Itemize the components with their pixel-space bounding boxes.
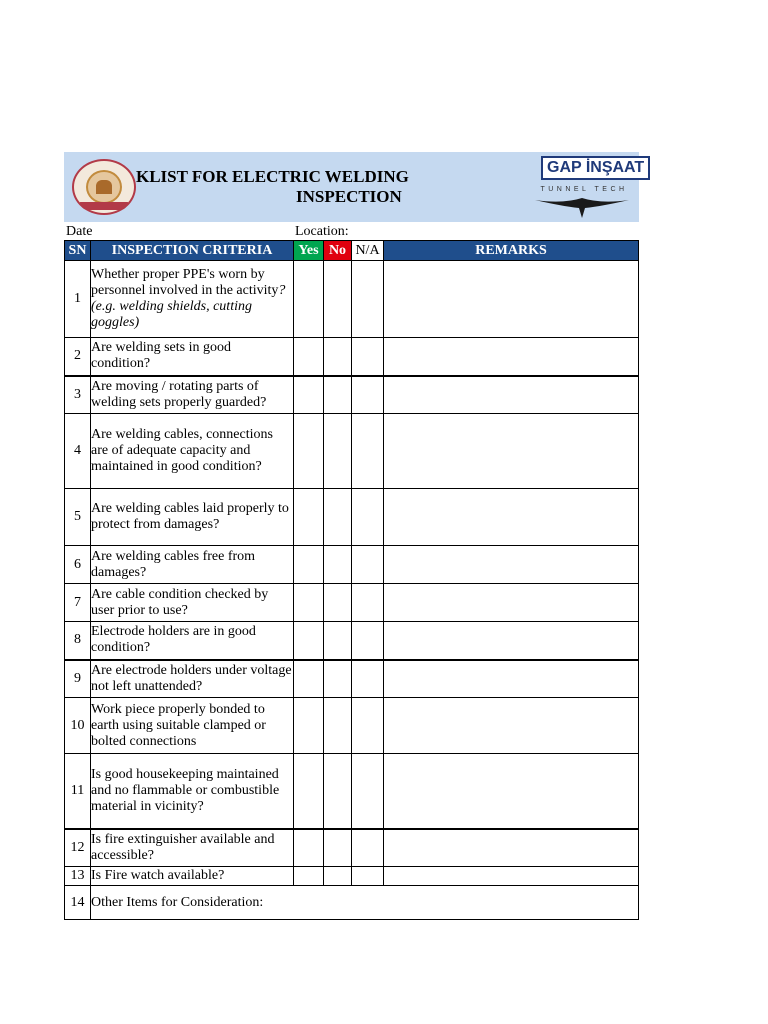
row-criteria: Are cable condition checked by user prior to use? bbox=[91, 584, 294, 622]
table-row bbox=[65, 754, 639, 829]
row-criteria: Work piece properly bonded to earth using suitable clamped or bolted connections bbox=[91, 698, 294, 754]
remarks-cell[interactable] bbox=[384, 584, 639, 622]
yes-cell[interactable] bbox=[294, 698, 324, 754]
table-row bbox=[65, 867, 639, 886]
na-cell[interactable] bbox=[352, 489, 384, 546]
yes-cell[interactable] bbox=[294, 660, 324, 698]
col-na: N/A bbox=[352, 241, 384, 261]
building-icon bbox=[96, 180, 112, 194]
row-sn: 12 bbox=[65, 829, 91, 867]
row-sn: 1 bbox=[65, 261, 91, 338]
location-label: Location: bbox=[295, 224, 349, 239]
col-no: No bbox=[324, 241, 352, 261]
no-cell[interactable] bbox=[324, 376, 352, 414]
col-yes: Yes bbox=[294, 241, 324, 261]
table-row bbox=[65, 489, 639, 546]
yes-cell[interactable] bbox=[294, 867, 324, 886]
no-cell[interactable] bbox=[324, 414, 352, 489]
na-cell[interactable] bbox=[352, 754, 384, 829]
remarks-cell[interactable] bbox=[384, 622, 639, 660]
no-cell[interactable] bbox=[324, 261, 352, 338]
row-sn: 4 bbox=[65, 414, 91, 489]
remarks-cell[interactable] bbox=[384, 867, 639, 886]
row-sn: 6 bbox=[65, 546, 91, 584]
row-criteria: Is good housekeeping maintained and no flammable or combustible material in vicinity? bbox=[91, 754, 294, 829]
row-criteria: Are welding cables free from damages? bbox=[91, 546, 294, 584]
table-row bbox=[65, 261, 639, 338]
yes-cell[interactable] bbox=[294, 376, 324, 414]
na-cell[interactable] bbox=[352, 414, 384, 489]
row-criteria: Is fire extinguisher available and accessible? bbox=[91, 829, 294, 867]
row-sn: 8 bbox=[65, 622, 91, 660]
no-cell[interactable] bbox=[324, 867, 352, 886]
checklist-title-line2: INSPECTION bbox=[296, 187, 402, 206]
table-row bbox=[65, 886, 639, 920]
remarks-cell[interactable] bbox=[384, 376, 639, 414]
row-sn: 11 bbox=[65, 754, 91, 829]
col-remarks: REMARKS bbox=[384, 241, 639, 261]
table-row bbox=[65, 414, 639, 489]
table-row bbox=[65, 698, 639, 754]
yes-cell[interactable] bbox=[294, 414, 324, 489]
no-cell[interactable] bbox=[324, 698, 352, 754]
date-label: Date bbox=[66, 224, 93, 239]
row-criteria: Are moving / rotating parts of welding sets properly guarded? bbox=[91, 376, 294, 414]
table-row bbox=[65, 622, 639, 660]
row-criteria: Are welding cables, connections are of adequate capacity and maintained in good condition? bbox=[91, 414, 294, 489]
row-sn: 14 bbox=[65, 886, 91, 920]
na-cell[interactable] bbox=[352, 584, 384, 622]
remarks-cell[interactable] bbox=[384, 829, 639, 867]
row-criteria: Is Fire watch available? bbox=[91, 867, 294, 886]
na-cell[interactable] bbox=[352, 546, 384, 584]
remarks-cell[interactable] bbox=[384, 754, 639, 829]
row-criteria: Electrode holders are in good condition? bbox=[91, 622, 294, 660]
row-sn: 7 bbox=[65, 584, 91, 622]
no-cell[interactable] bbox=[324, 338, 352, 376]
no-cell[interactable] bbox=[324, 622, 352, 660]
table-row bbox=[65, 546, 639, 584]
inspection-table bbox=[64, 240, 639, 920]
no-cell[interactable] bbox=[324, 754, 352, 829]
authority-seal-logo bbox=[72, 159, 136, 215]
date-location-line bbox=[64, 222, 639, 240]
checklist-title-line1: KLIST FOR ELECTRIC WELDING bbox=[136, 167, 409, 186]
no-cell[interactable] bbox=[324, 660, 352, 698]
na-cell[interactable] bbox=[352, 376, 384, 414]
no-cell[interactable] bbox=[324, 829, 352, 867]
row-criteria: Are welding sets in good condition? bbox=[91, 338, 294, 376]
row-criteria: Are electrode holders under voltage not left unattended? bbox=[91, 660, 294, 698]
table-row bbox=[65, 829, 639, 867]
no-cell[interactable] bbox=[324, 489, 352, 546]
row-sn: 13 bbox=[65, 867, 91, 886]
remarks-cell[interactable] bbox=[384, 261, 639, 338]
remarks-cell[interactable] bbox=[384, 489, 639, 546]
remarks-cell[interactable] bbox=[384, 698, 639, 754]
remarks-cell[interactable] bbox=[384, 338, 639, 376]
checklist-header bbox=[64, 152, 645, 222]
na-cell[interactable] bbox=[352, 338, 384, 376]
checklist-sheet bbox=[64, 152, 645, 920]
row-sn: 9 bbox=[65, 660, 91, 698]
row-sn: 5 bbox=[65, 489, 91, 546]
other-items-cell[interactable]: Other Items for Consideration: bbox=[91, 886, 639, 920]
swoosh-icon bbox=[533, 194, 631, 220]
row-criteria: Whether proper PPE's worn by personnel involved in the activity? (e.g. welding shields, cutting goggles) bbox=[91, 261, 294, 338]
no-cell[interactable] bbox=[324, 546, 352, 584]
gap-insaat-brand: GAP İNŞAAT bbox=[541, 156, 650, 180]
remarks-cell[interactable] bbox=[384, 414, 639, 489]
table-row bbox=[65, 376, 639, 414]
remarks-cell[interactable] bbox=[384, 546, 639, 584]
na-cell[interactable] bbox=[352, 829, 384, 867]
row-sn: 10 bbox=[65, 698, 91, 754]
na-cell[interactable] bbox=[352, 261, 384, 338]
yes-cell[interactable] bbox=[294, 622, 324, 660]
table-row bbox=[65, 584, 639, 622]
na-cell[interactable] bbox=[352, 867, 384, 886]
yes-cell[interactable] bbox=[294, 546, 324, 584]
yes-cell[interactable] bbox=[294, 261, 324, 338]
yes-cell[interactable] bbox=[294, 338, 324, 376]
row-sn: 3 bbox=[65, 376, 91, 414]
na-cell[interactable] bbox=[352, 622, 384, 660]
table-header-row bbox=[65, 241, 639, 261]
row-criteria: Are welding cables laid properly to protect from damages? bbox=[91, 489, 294, 546]
row-sn: 2 bbox=[65, 338, 91, 376]
gap-insaat-logo bbox=[533, 156, 645, 220]
col-criteria: INSPECTION CRITERIA bbox=[91, 241, 294, 261]
yes-cell[interactable] bbox=[294, 754, 324, 829]
yes-cell[interactable] bbox=[294, 584, 324, 622]
table-row bbox=[65, 338, 639, 376]
na-cell[interactable] bbox=[352, 698, 384, 754]
na-cell[interactable] bbox=[352, 660, 384, 698]
table-row bbox=[65, 660, 639, 698]
no-cell[interactable] bbox=[324, 584, 352, 622]
yes-cell[interactable] bbox=[294, 489, 324, 546]
remarks-cell[interactable] bbox=[384, 660, 639, 698]
tunnel-tech-label: TUNNEL TECH bbox=[540, 186, 628, 193]
col-sn: SN bbox=[65, 241, 91, 261]
yes-cell[interactable] bbox=[294, 829, 324, 867]
